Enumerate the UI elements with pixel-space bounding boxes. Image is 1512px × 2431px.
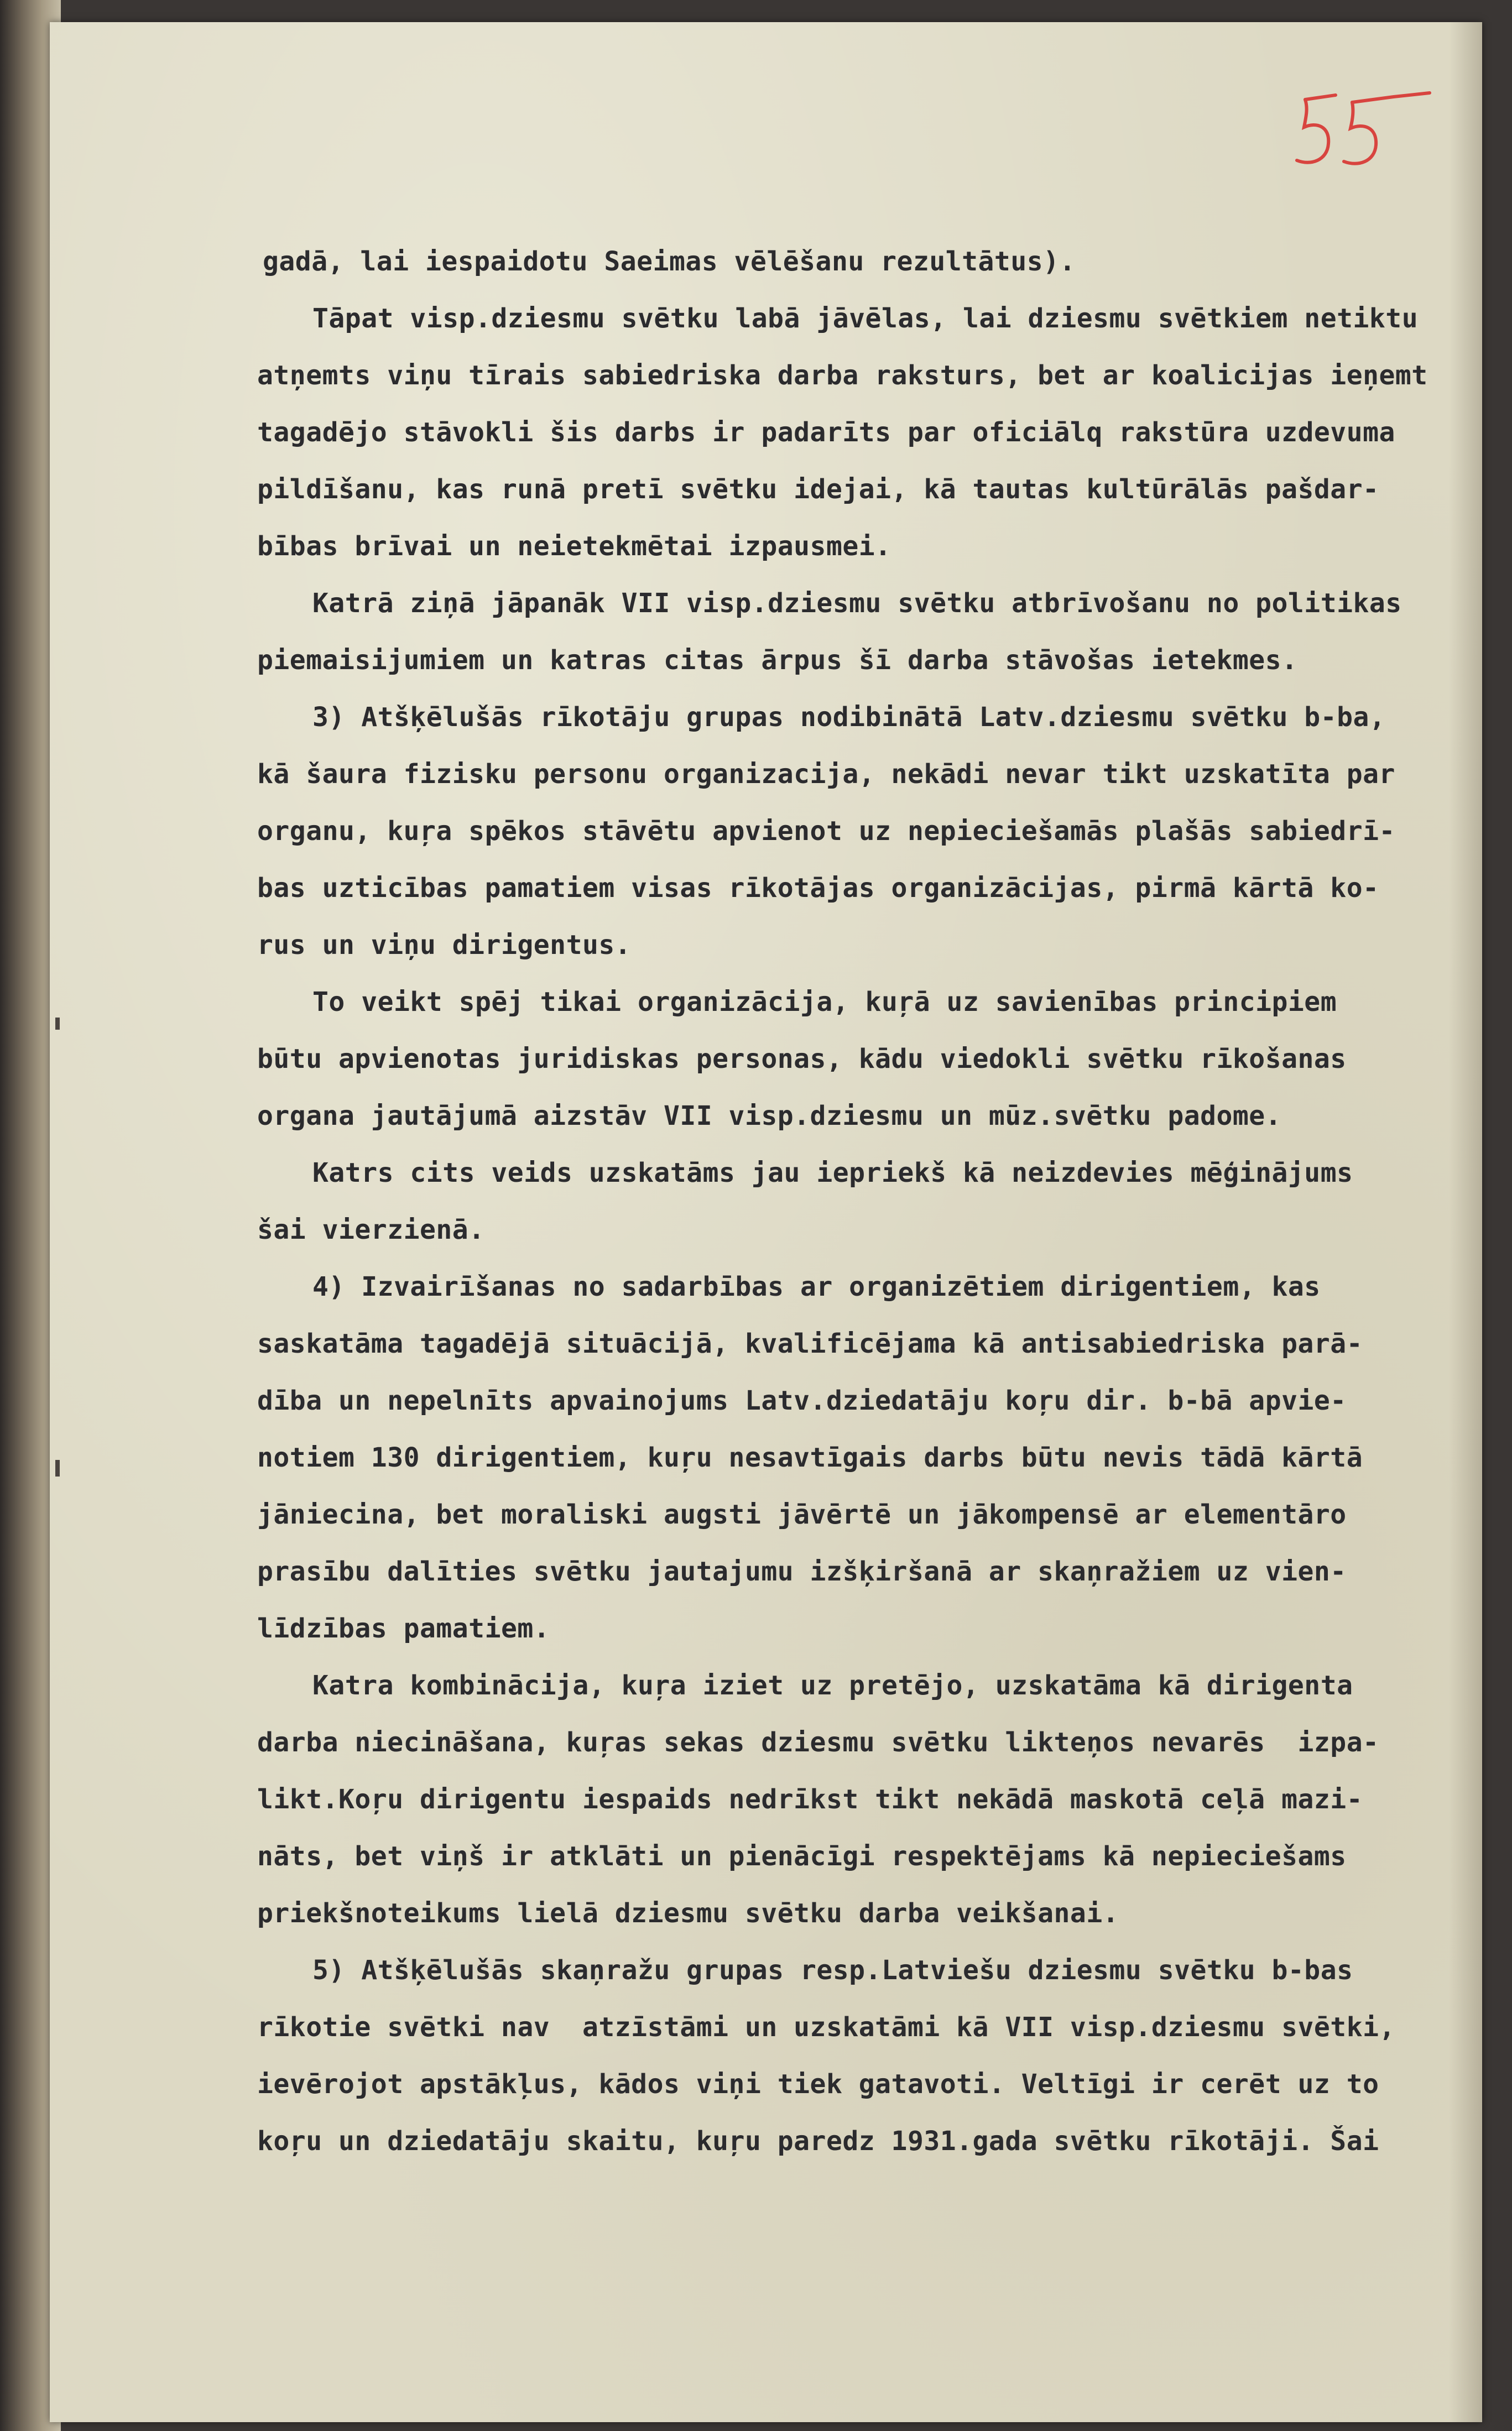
text-line: atņemts viņu tīrais sabiedriska darba raksturs, bet ar koalicijas ieņemt [257, 360, 1428, 391]
text-line: ievērojot apstākļus, kādos viņi tiek gatavoti. Veltīgi ir cerēt uz to [257, 2069, 1379, 2100]
text-line: darba niecināšana, kuŗas sekas dziesmu svētku likteņos nevarēs izpa- [257, 1727, 1379, 1758]
text-line: koŗu un dziedatāju skaitu, kuŗu paredz 1931.gada svētku rīkotāji. Šai [257, 2126, 1379, 2157]
text-line: bas uzticības pamatiem visas rīkotājas organizācijas, pirmā kārtā ko- [257, 873, 1379, 904]
text-line: jāniecina, bet moraliski augsti jāvērtē un jākompensē ar elementāro [257, 1499, 1347, 1530]
folio-number [1283, 83, 1449, 194]
text-line: dība un nepelnīts apvainojums Latv.dziedatāju koŗu dir. b-bā apvie- [257, 1385, 1347, 1416]
text-line: pildīšanu, kas runā pretī svētku idejai, kā tautas kultūrālās pašdar- [257, 474, 1379, 505]
text-line: Katrs cits veids uzskatāms jau iepriekš kā neizdevies mēģinājums [312, 1157, 1353, 1188]
binding-mark-1 [55, 1018, 60, 1030]
document-page [50, 22, 1482, 2422]
text-line: To veikt spēj tikai organizācija, kuŗā uz savienības principiem [312, 987, 1337, 1018]
text-line: Katra kombinācija, kuŗa iziet uz pretējo, uzskatāma kā dirigenta [312, 1670, 1353, 1701]
text-line: piemaisijumiem un katras citas ārpus šī darba stāvošas ietekmes. [257, 645, 1298, 676]
text-line: bības brīvai un neietekmētai izpausmei. [257, 531, 891, 562]
text-line: prasību dalīties svētku jautajumu izšķiršanā ar skaņražiem uz vien- [257, 1556, 1347, 1587]
text-line: 3) Atšķēlušās rīkotāju grupas nodibinātā Latv.dziesmu svētku b-ba, [312, 702, 1386, 733]
text-line: nāts, bet viņš ir atklāti un pienācīgi respektējams kā nepieciešams [257, 1841, 1347, 1872]
text-line: 5) Atšķēlušās skaņražu grupas resp.Latviešu dziesmu svētku b-bas [312, 1955, 1353, 1986]
text-line: organu, kuŗa spēkos stāvētu apvienot uz nepieciešamās plašās sabiedrī- [257, 816, 1395, 847]
text-line: organa jautājumā aizstāv VII visp.dziesmu un mūz.svētku padome. [257, 1100, 1282, 1131]
text-line: saskatāma tagadējā situācijā, kvalificējama kā antisabiedriska parā- [257, 1328, 1363, 1359]
binding-mark-2 [55, 1460, 60, 1477]
text-line: būtu apvienotas juridiskas personas, kādu viedokli svētku rīkošanas [257, 1044, 1347, 1074]
text-line: gadā, lai iespaidotu Saeimas vēlēšanu rezultātus). [263, 246, 1076, 277]
text-line: 4) Izvairīšanas no sadarbības ar organizētiem dirigentiem, kas [312, 1271, 1321, 1302]
page-edge-shadow [1449, 22, 1482, 2422]
text-line: rīkotie svētki nav atzīstāmi un uzskatāmi kā VII visp.dziesmu svētki, [257, 2012, 1395, 2043]
text-line: priekšnoteikums lielā dziesmu svētku darba veikšanai. [257, 1898, 1119, 1929]
handwritten-folio-55-icon [1283, 83, 1449, 194]
text-line: šai vierzienā. [257, 1214, 485, 1245]
text-line: Tāpat visp.dziesmu svētku labā jāvēlas, lai dziesmu svētkiem netiktu [312, 303, 1419, 334]
text-line: likt.Koŗu dirigentu iespaids nedrīkst tikt nekādā maskotā ceļā mazi- [257, 1784, 1363, 1815]
text-line: kā šaura fizisku personu organizacija, nekādi nevar tikt uzskatīta par [257, 759, 1395, 790]
text-line: tagadējo stāvokli šis darbs ir padarīts par oficiālq rakstūra uzdevuma [257, 417, 1395, 448]
text-line: līdzības pamatiem. [257, 1613, 550, 1644]
text-line: Katrā ziņā jāpanāk VII visp.dziesmu svētku atbrīvošanu no politikas [312, 588, 1402, 619]
text-line: rus un viņu dirigentus. [257, 930, 632, 961]
text-line: notiem 130 dirigentiem, kuŗu nesavtīgais darbs būtu nevis tādā kārtā [257, 1442, 1363, 1473]
